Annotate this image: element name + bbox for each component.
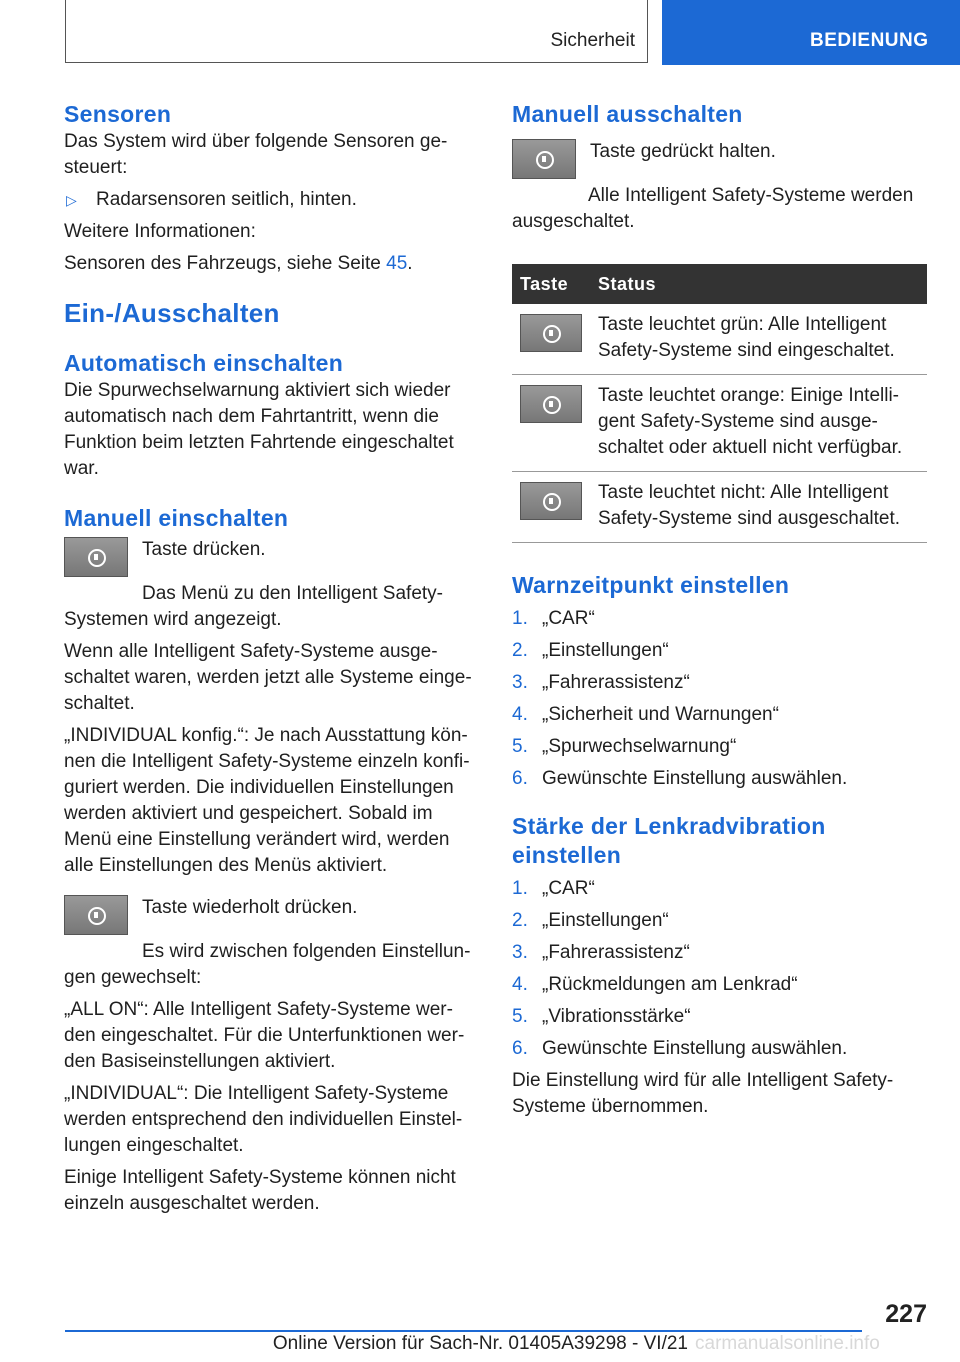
list-item: 6. Gewünschte Einstellung auswählen. xyxy=(512,768,848,789)
status-text: Taste leuchtet nicht: Alle Intelligent Safety-Systeme sind ausgeschaltet. xyxy=(596,472,927,543)
status-table xyxy=(512,264,927,543)
left-column xyxy=(64,100,479,1217)
text-all-on: „ALL ON“: Alle Intelligent Safety-Systeme wer-den eingeschaltet. Für die Unterfunktionen wer-den Basiseinstellungen aktiviert. xyxy=(64,999,465,1072)
text-taste: Taste drücken. xyxy=(142,539,266,560)
staerke-steps-list xyxy=(512,876,927,1062)
text-sensoren: Das System wird über folgende Sensoren ge-steuert: xyxy=(64,131,448,178)
footer-divider xyxy=(65,1330,862,1332)
button-instruction-3 xyxy=(512,139,927,179)
text-individual: „INDIVIDUAL“: Die Intelligent Safety-Systeme werden entsprechend den individuellen Einstel-lungen eingeschaltet. xyxy=(64,1083,463,1156)
list-item: 5. „Vibrationsstärke“ xyxy=(512,1006,691,1027)
list-item: 1. „CAR“ xyxy=(512,608,595,629)
text-wenn: Wenn alle Intelligent Safety-Systeme ausge-schaltet waren, werden jetzt alle Systeme einge-schaltet. xyxy=(64,641,472,714)
heading-automatisch: Automatisch einschalten xyxy=(64,350,344,376)
status-text: Taste leuchtet orange: Einige Intelli-gent Safety-Systeme sind ausge-schaltet oder aktuell nicht verfügbar. xyxy=(596,375,927,472)
safety-button-green-icon xyxy=(520,314,582,352)
text-menu: Das Menü zu den Intelligent Safety-Systemen wird angezeigt. xyxy=(64,583,444,630)
heading-manuell-aus: Manuell ausschalten xyxy=(512,101,743,127)
text-uebernommen: Die Einstellung wird für alle Intelligent Safety-Systeme übernommen. xyxy=(512,1070,894,1117)
table-row xyxy=(512,375,927,472)
right-column xyxy=(512,100,927,1120)
warn-steps-list xyxy=(512,606,927,792)
safety-button-icon xyxy=(64,537,128,577)
safety-button-orange-icon xyxy=(520,385,582,423)
list-item: 4. „Sicherheit und Warnungen“ xyxy=(512,704,779,725)
bullet-text: Radarsensoren seitlich, hinten. xyxy=(96,189,357,210)
list-item: 2. „Einstellungen“ xyxy=(512,910,669,931)
list-item: 2. „Einstellungen“ xyxy=(512,640,669,661)
text-automatisch: Die Spurwechselwarnung aktiviert sich wieder automatisch nach dem Fahrtantritt, wenn die Funktion beim letzten Fahrtende eingeschaltet war. xyxy=(64,380,454,479)
safety-button-off-icon xyxy=(520,482,582,520)
safety-button-icon xyxy=(64,895,128,935)
header-tab[interactable] xyxy=(662,0,960,65)
footer-online-version: Online Version für Sach-Nr. 01405A39298 - VI/21 xyxy=(272,1333,688,1354)
text-alle-aus: Alle Intelligent Safety-Systeme werden ausgeschaltet. xyxy=(512,185,914,232)
table-header-row xyxy=(512,264,927,304)
triangle-bullet-icon: ▷ xyxy=(66,192,77,208)
button-instruction-2 xyxy=(64,895,479,935)
heading-warnzeitpunkt: Warnzeitpunkt einstellen xyxy=(512,572,790,598)
page-number: 227 xyxy=(885,1300,927,1328)
page-ref-link[interactable]: 45 xyxy=(386,253,408,274)
list-item: 6. Gewünschte Einstellung auswählen. xyxy=(512,1038,848,1059)
status-text: Taste leuchtet grün: Alle Intelligent Safety-Systeme sind eingeschaltet. xyxy=(596,304,927,375)
heading-staerke: Stärke der Lenkradvibration einstellen xyxy=(512,813,826,868)
text-einige: Einige Intelligent Safety-Systeme können nicht einzeln ausgeschaltet werden. xyxy=(64,1167,456,1214)
list-item: 1. „CAR“ xyxy=(512,878,595,899)
text-halten: Taste gedrückt halten. xyxy=(590,141,776,162)
list-item: 3. „Fahrerassistenz“ xyxy=(512,672,690,693)
button-instruction xyxy=(64,537,479,577)
bullet-item xyxy=(64,187,479,213)
list-item: 5. „Spurwechselwarnung“ xyxy=(512,736,737,757)
table-row xyxy=(512,304,927,375)
text-sensoren-ref: Sensoren des Fahrzeugs, siehe Seite 45. xyxy=(64,253,413,274)
header-section: Sicherheit xyxy=(550,30,635,51)
text-individual-konfig: „INDIVIDUAL konfig.“: Je nach Ausstattung kön-nen die Intelligent Safety-Systeme einzeln konfi-guriert werden. Die individuellen Einstellungen werden aktiviert und gespeichert. Sobald im Menü eine Einstellung verändert wird, werden alle Einstellungen des Menüs aktiviert. xyxy=(64,725,470,876)
table-row xyxy=(512,472,927,543)
list-item: 3. „Fahrerassistenz“ xyxy=(512,942,690,963)
footer-watermark: carmanualsonline.info xyxy=(695,1333,880,1354)
header-tab-label: BEDIENUNG xyxy=(810,30,929,51)
col-status: Status xyxy=(596,264,927,304)
text-weitere: Weitere Informationen: xyxy=(64,221,256,242)
heading-manuell-ein: Manuell einschalten xyxy=(64,505,289,531)
text-taste-wiederholt: Taste wiederholt drücken. xyxy=(142,897,358,918)
text-wechsel: Es wird zwischen folgenden Einstellun-gen gewechselt: xyxy=(64,941,471,988)
list-item: 4. „Rückmeldungen am Lenkrad“ xyxy=(512,974,798,995)
heading-sensoren: Sensoren xyxy=(64,101,172,127)
heading-ein-aus: Ein-/Ausschalten xyxy=(64,298,280,328)
safety-button-icon xyxy=(512,139,576,179)
col-taste: Taste xyxy=(512,264,596,304)
